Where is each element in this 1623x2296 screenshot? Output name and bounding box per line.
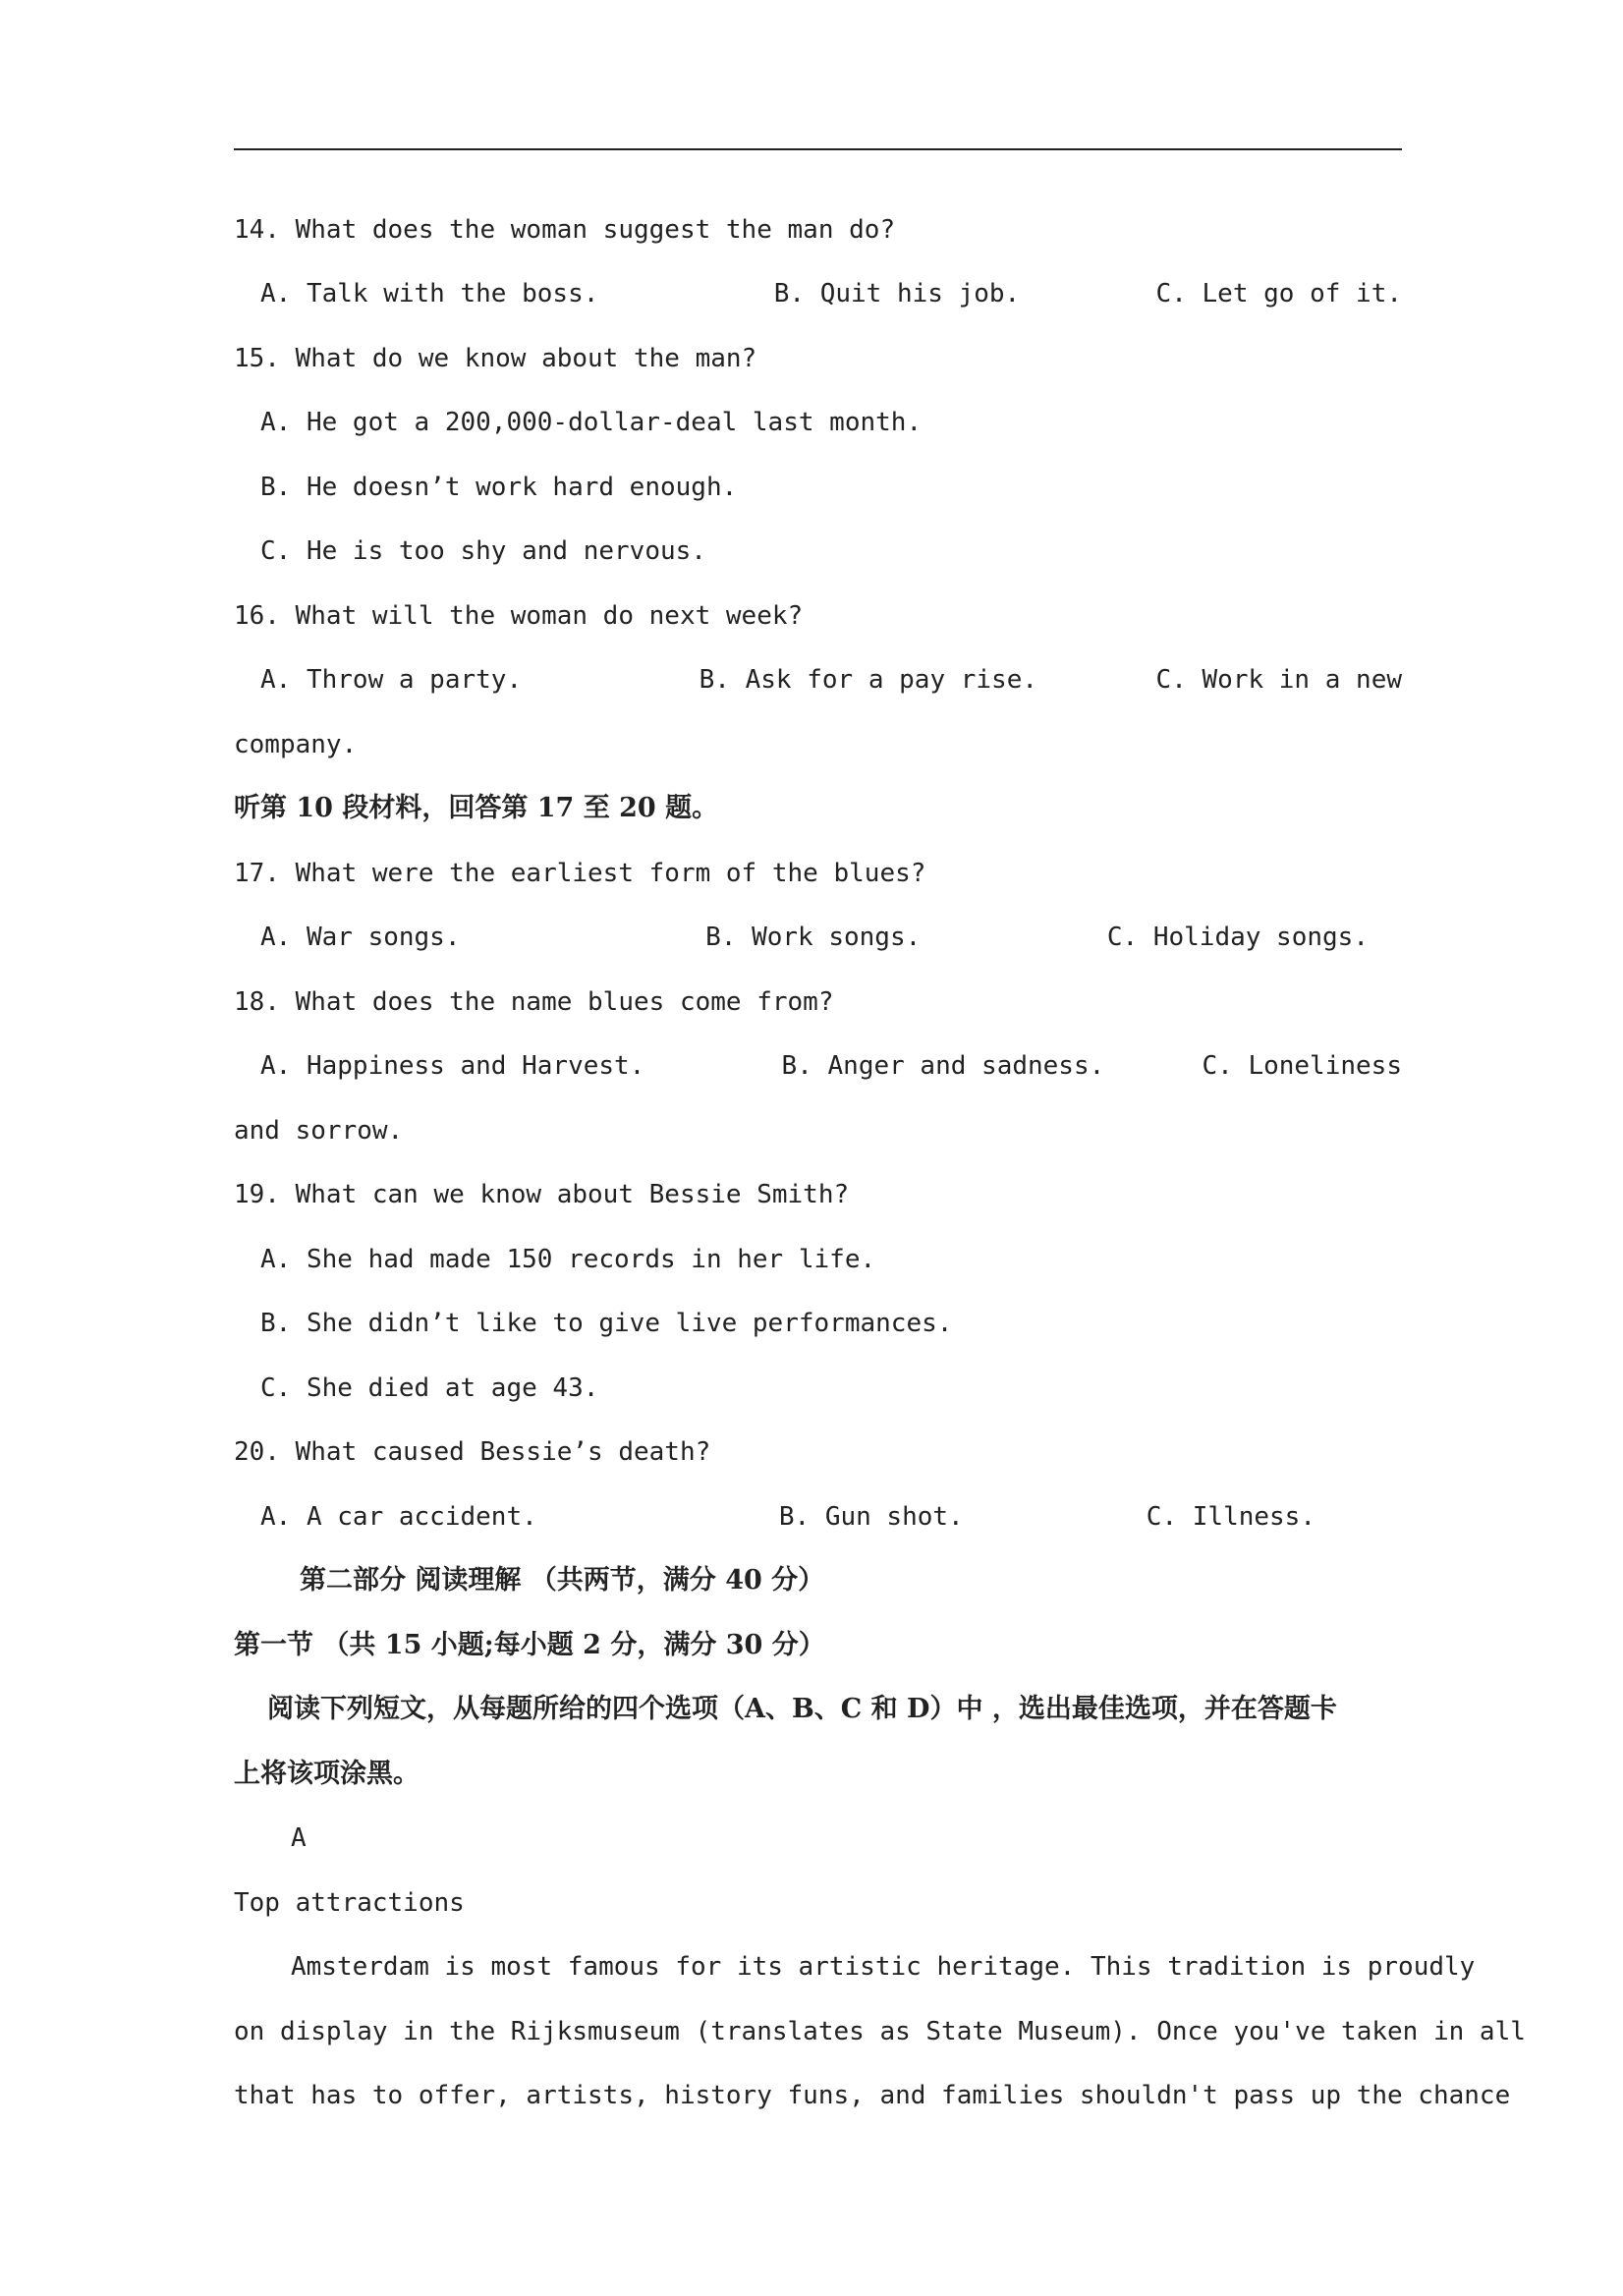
instruction-line-2: 上将该项涂黑。	[234, 1759, 420, 1789]
passage-line-3: that has to offer, artists, history funs, and families shouldn't pass up the chance	[234, 2081, 1511, 2110]
question-17-options	[260, 918, 1402, 957]
header-rule	[234, 148, 1402, 150]
passage-line-1: Amsterdam is most famous for its artistic heritage. This tradition is proudly	[291, 1952, 1476, 1982]
option-a: A. A car accident.	[260, 1502, 537, 1532]
question-19-stem: 19. What can we know about Bessie Smith?	[234, 1180, 850, 1209]
part-2-heading: 第二部分 阅读理解 （共两节，满分 40 分）	[300, 1565, 825, 1596]
question-15-option-b: B. He doesn’t work hard enough.	[260, 473, 738, 502]
question-20-stem: 20. What caused Bessie’s death?	[234, 1437, 711, 1467]
passage-title: Top attractions	[234, 1888, 465, 1918]
option-a: A. Throw a party.	[260, 665, 523, 695]
option-c: C. Let go of it.	[1155, 279, 1402, 308]
option-a: A. War songs.	[260, 923, 461, 952]
question-16-continuation: company.	[234, 730, 358, 759]
question-19-option-b: B. She didn’t like to give live performances.	[260, 1309, 953, 1338]
passage-label: A	[291, 1823, 307, 1853]
option-c: C. Holiday songs.	[1106, 923, 1369, 952]
question-19-option-a: A. She had made 150 records in her life.	[260, 1245, 876, 1274]
question-18-continuation: and sorrow.	[234, 1116, 404, 1146]
passage-line-2: on display in the Rijksmuseum (translates as State Museum). Once you've taken in all	[234, 2017, 1526, 2046]
option-a: A. Talk with the boss.	[260, 279, 599, 308]
question-19-option-c: C. She died at age 43.	[260, 1373, 599, 1403]
section-1-heading: 第一节 （共 15 小题;每小题 2 分，满分 30 分）	[234, 1630, 825, 1660]
question-15-stem: 15. What do we know about the man?	[234, 344, 757, 373]
option-c: C. Illness.	[1146, 1502, 1315, 1532]
question-20-options	[260, 1497, 1402, 1537]
option-c: C. Loneliness	[1202, 1051, 1402, 1081]
option-b: B. Gun shot.	[778, 1502, 964, 1532]
question-16-stem: 16. What will the woman do next week?	[234, 601, 804, 631]
question-15-option-a: A. He got a 200,000-dollar-deal last month.	[260, 408, 923, 437]
question-18-options	[260, 1046, 1402, 1086]
question-18-stem: 18. What does the name blues come from?	[234, 987, 834, 1017]
option-c: C. Work in a new	[1155, 665, 1402, 695]
option-a: A. Happiness and Harvest.	[260, 1051, 645, 1081]
question-17-stem: 17. What were the earliest form of the blues?	[234, 859, 926, 888]
section-10-heading: 听第 10 段材料，回答第 17 至 20 题。	[234, 793, 719, 823]
question-14-stem: 14. What does the woman suggest the man do?	[234, 215, 896, 245]
option-b: B. Anger and sadness.	[781, 1051, 1105, 1081]
question-14-options	[260, 274, 1402, 313]
instruction-line-1: 阅读下列短文，从每题所给的四个选项（A、B、C 和 D）中 ，选出最佳选项，并在答题卡	[267, 1694, 1337, 1724]
option-b: B. Ask for a pay rise.	[699, 665, 1038, 695]
option-b: B. Work songs.	[705, 923, 922, 952]
option-b: B. Quit his job.	[773, 279, 1021, 308]
question-16-options	[260, 660, 1402, 700]
question-15-option-c: C. He is too shy and nervous.	[260, 536, 706, 566]
